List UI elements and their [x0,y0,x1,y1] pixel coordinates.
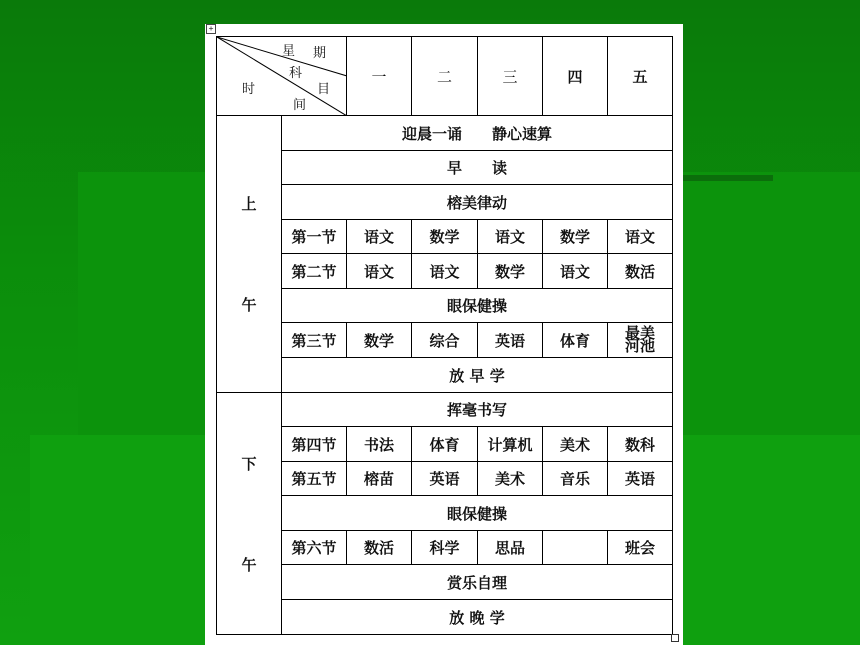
period-label: 第六节 [282,531,347,565]
activity-row: 眼保健操 [282,289,673,323]
weekday-label: 星 [282,44,296,59]
activity-row: 赏乐自理 [282,565,673,600]
background-stripe [683,175,773,181]
activity-row: 榕美律动 [282,185,673,220]
class-cell-line: 最美 [624,324,655,342]
period-label: 第五节 [282,462,347,496]
class-schedule-table [216,36,673,635]
period-row [217,462,673,496]
morning-label-bottom: 午 [241,296,257,314]
class-cell: 科学 [412,531,478,565]
class-cell: 美术 [543,427,608,462]
class-cell: 数学 [412,220,478,254]
activity-row: 挥毫书写 [282,393,673,427]
header-row [217,37,673,116]
diagonal-header-cell [217,37,347,116]
period-label: 第四节 [282,427,347,462]
class-cell: 英语 [608,462,673,496]
class-cell: 语文 [543,254,608,289]
class-cell: 英语 [412,462,478,496]
class-cell: 语文 [347,220,412,254]
class-cell: 计算机 [478,427,543,462]
class-cell: 数学 [347,323,412,358]
class-cell: 体育 [543,323,608,358]
afternoon-label [217,393,282,635]
class-cell [543,531,608,565]
class-cell: 综合 [412,323,478,358]
period-label: 第三节 [282,323,347,358]
day-header-tue: 二 [412,37,478,116]
class-cell: 数学 [543,220,608,254]
morning-label [217,116,282,393]
period-row [217,220,673,254]
period-label: 第一节 [282,220,347,254]
period-label: 第二节 [282,254,347,289]
class-cell: 数活 [347,531,412,565]
class-cell: 英语 [478,323,543,358]
period-row [217,531,673,565]
subject-label: 目 [317,82,331,97]
day-header-wed: 三 [478,37,543,116]
document-page [205,24,683,645]
class-cell: 班会 [608,531,673,565]
class-cell: 数活 [608,254,673,289]
period-row [217,323,673,358]
class-cell: 美术 [478,462,543,496]
class-cell: 语文 [608,220,673,254]
subject-label: 科 [289,66,303,81]
class-cell: 思品 [478,531,543,565]
class-cell [608,323,673,358]
class-cell: 语文 [412,254,478,289]
class-cell: 数科 [608,427,673,462]
table-move-handle-icon[interactable]: + [206,24,216,34]
class-cell: 榕苗 [347,462,412,496]
class-cell: 书法 [347,427,412,462]
activity-row: 放 早 学 [282,358,673,393]
table-resize-handle[interactable] [671,634,679,642]
time-label: 间 [293,98,307,113]
activity-row: 迎晨一诵 静心速算 [282,116,673,151]
class-cell: 体育 [412,427,478,462]
morning-label-top: 上 [241,195,257,213]
afternoon-label-top: 下 [241,454,257,473]
weekday-label: 期 [313,46,327,61]
activity-row: 放 晚 学 [282,600,673,635]
day-header-fri: 五 [608,37,673,116]
period-row [217,427,673,462]
activity-row: 早 读 [282,151,673,185]
period-row [217,254,673,289]
afternoon-label-bottom: 午 [241,555,257,574]
class-cell: 数学 [478,254,543,289]
class-cell: 语文 [478,220,543,254]
class-cell: 语文 [347,254,412,289]
activity-row: 眼保健操 [282,496,673,531]
time-label: 时 [242,82,256,97]
day-header-mon: 一 [347,37,412,116]
class-cell: 音乐 [543,462,608,496]
day-header-thu: 四 [543,37,608,116]
class-cell-line: 河池 [624,337,655,355]
